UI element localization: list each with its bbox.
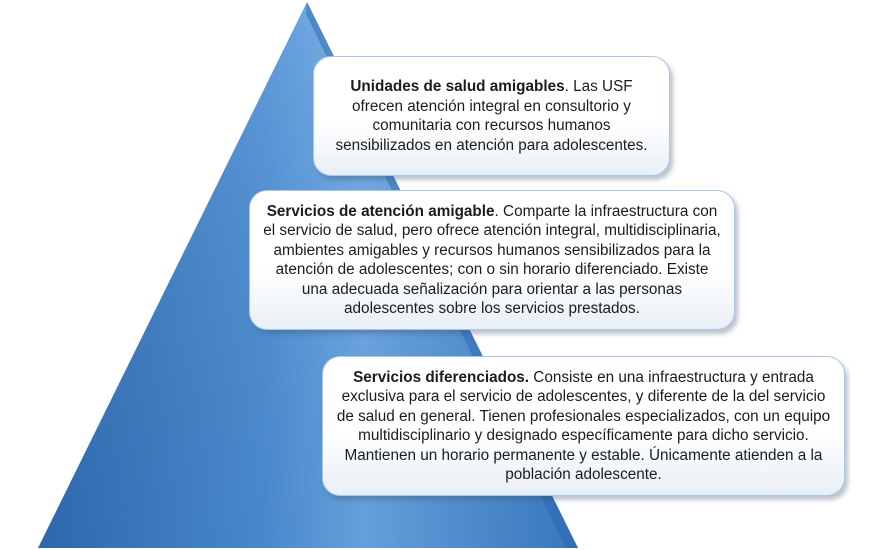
level-description: Consiste en una infraestructura y entrada exclusiva para el servicio de adolescentes, y diferente de la del servicio de salud en general. Tienen profesionales especializados, con un equipo multidisciplinario y designado específicamente para dicho servicio. Mantienen un horario permanente y estable. Únicamente atienden a la población adolescente. <box>336 368 831 483</box>
level-box-servicios-diferenciados <box>322 356 845 496</box>
level-text <box>326 77 657 155</box>
level-title: Servicios de atención amigable <box>266 202 495 220</box>
level-text <box>262 202 722 319</box>
level-title: Servicios diferenciados. <box>353 368 530 386</box>
level-title: Unidades de salud amigables <box>350 78 565 95</box>
level-text <box>335 368 832 485</box>
level-description: . Las USF ofrecen atención integral en consultorio y comunitaria con recursos humanos sensibilizados en atención para adolescentes. <box>335 78 648 154</box>
level-box-servicios-de-atencion-amigable <box>249 190 735 330</box>
level-description: . Comparte la infraestructura con el servicio de salud, pero ofrece atención integral, multidisciplinaria, ambientes amigables y recursos humanos sensibilizados para la atención de adolescentes; con o sin horario diferenciado. Existe una adecuada señalización para orientar a las personas adolescentes sobre los servicios prestados. <box>263 202 721 317</box>
level-box-unidades-de-salud-amigables <box>313 56 670 176</box>
